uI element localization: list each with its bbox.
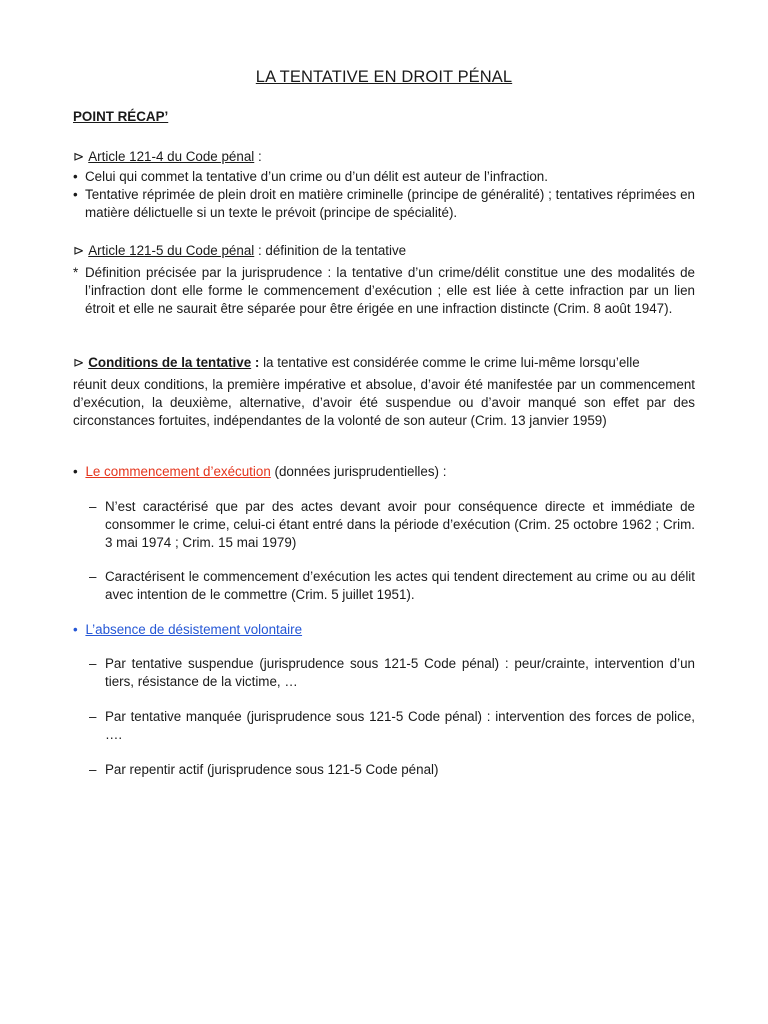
dash-icon: – [89, 709, 97, 724]
conditions-text-first: la tentative est considérée comme le crime lui-même lorsqu’elle [259, 355, 640, 370]
bullet-icon: • [73, 622, 78, 637]
article-121-4-suffix: : [254, 149, 262, 164]
cond2-label: L’absence de désistement volontaire [85, 622, 303, 637]
cond1-suffix: (données jurisprudentielles) : [270, 464, 447, 479]
dash-icon: – [89, 499, 97, 514]
bullet-icon: • [73, 464, 78, 479]
article-121-4-line [73, 148, 262, 166]
conditions-ref: Conditions de la tentative [88, 355, 252, 370]
cond1-line [73, 463, 446, 481]
arrow-icon: ⊳ [73, 149, 85, 164]
list-item: Tentative réprimée de plein droit en matière criminelle (principe de généralité) ; tentatives réprimées en matière délictuelle si un texte le prévoit (principe de spécialité). [85, 187, 695, 220]
definition-paragraph: Définition précisée par la jurisprudence : la tentative d’un crime/délit constitue une des modalités de l’infraction dont elle forme le commencement d’exécution ; elle est liée à cette infraction par un lien étroit et elle ne saurait être séparée pour être érigée en une infraction distincte (Crim. 8 août 1947). [85, 265, 695, 316]
dash-icon: – [89, 762, 97, 777]
article-121-4-ref: Article 121-4 du Code pénal [88, 149, 255, 164]
conditions-colon: : [251, 355, 260, 370]
conditions-paragraph: réunit deux conditions, la première impérative et absolue, d’avoir été manifestée par un commencement d’exécution, la deuxième, alternative, d’avoir été suspendue ou d’avoir manqué son effet par des circonstances fortuites, indépendantes de la volonté de son auteur (Crim. 13 janvier 1959) [73, 377, 695, 428]
arrow-icon: ⊳ [73, 243, 85, 258]
bullet-icon: • [73, 169, 78, 184]
cond2-line [73, 621, 302, 639]
cond1-label: Le commencement d’exécution [85, 464, 271, 479]
list-item: Caractérisent le commencement d’exécution les actes qui tendent directement au crime ou au délit avec intention de le commettre (Crim. 5 juillet 1951). [105, 569, 695, 602]
article-121-5-ref: Article 121-5 du Code pénal [88, 243, 255, 258]
conditions-line [73, 354, 695, 372]
arrow-icon: ⊳ [73, 355, 85, 370]
article-121-5-line [73, 242, 406, 260]
dash-icon: – [89, 569, 97, 584]
list-item: Celui qui commet la tentative d’un crime ou d’un délit est auteur de l’infraction. [85, 169, 548, 184]
star-icon: * [73, 265, 79, 280]
bullet-icon: • [73, 187, 78, 202]
dash-icon: – [89, 656, 97, 671]
list-item: Par repentir actif (jurisprudence sous 121-5 Code pénal) [105, 762, 439, 777]
list-item: Par tentative manquée (jurisprudence sous 121-5 Code pénal) : intervention des forces de police, …. [105, 709, 695, 742]
page-title: LA TENTATIVE EN DROIT PÉNAL [255, 68, 513, 86]
article-121-5-suffix: : définition de la tentative [254, 243, 407, 258]
list-item: Par tentative suspendue (jurisprudence sous 121-5 Code pénal) : peur/crainte, intervention d’un tiers, résistance de la victime, … [105, 656, 695, 689]
section-heading: POINT RÉCAP’ [73, 109, 169, 124]
list-item: N’est caractérisé que par des actes devant avoir pour conséquence directe et immédiate de consommer le crime, celui-ci étant entré dans la période d’exécution (Crim. 25 octobre 1962 ; Crim. 3 mai 1974 ; Crim. 15 mai 1979) [105, 499, 695, 550]
